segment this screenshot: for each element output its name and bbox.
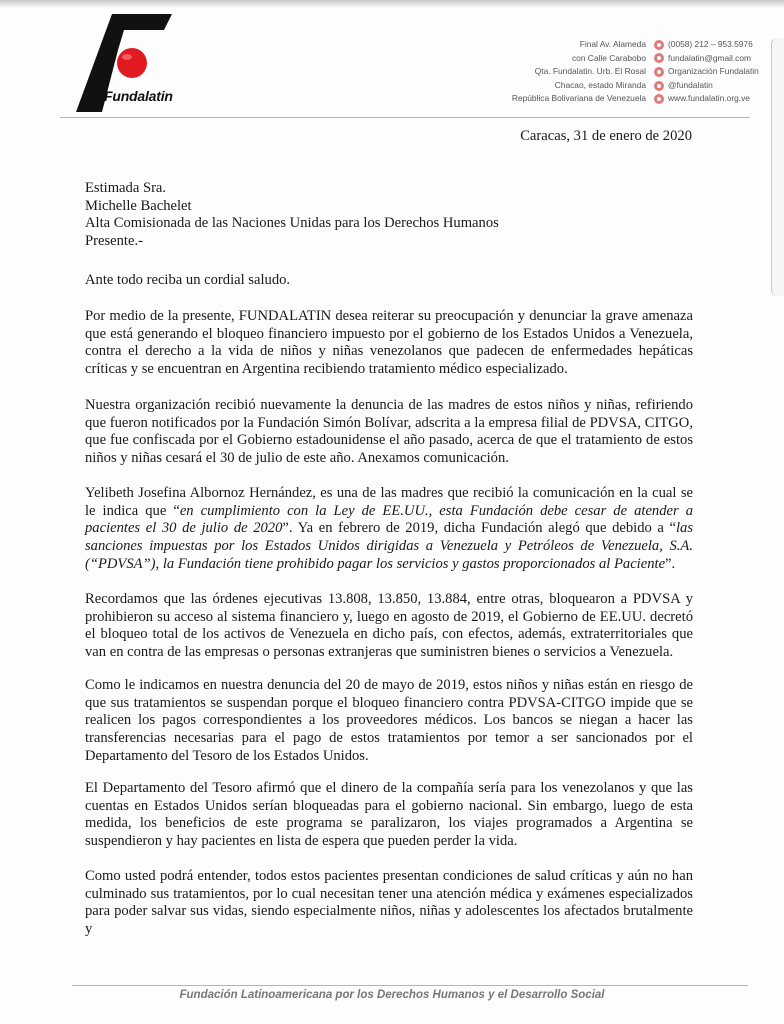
web-icon [654,94,664,104]
addressee-line: Presente.- [85,232,143,249]
contact-twitter [654,79,779,93]
paragraph-3-quote: en cumplimiento con la Ley de EE.UU., esta Fundación debe cesar de atender a pacientes el 30 de julio de 2020 [85,502,693,537]
greeting: Ante todo reciba un cordial saludo. [85,272,291,288]
letter-date: Caracas, 31 de enero de 2020 [520,128,692,144]
logo-wordmark: Fundalatin [104,88,173,104]
contact-email [654,52,779,66]
phone-icon [654,40,664,50]
paragraph-3-text: Yelibeth Josefina Albornoz Hernández, es una de las madres que recibió la comunicación en la cual se le indica que “ [85,485,693,519]
paragraph-4: Recordamos que las órdenes ejecutivas 13.808, 13.850, 13.884, entre otras, bloquearon a PDVSA y prohibieron su acceso al sistema financiero y, luego en agosto de 2019, el Gobierno de EE.UU. decretó el bloqueo total de los activos de Venezuela en dicho país, con efectos, además, extraterritoriales que van en contra de las empresas o personas extranjeras que suministren bienes o servicios a Venezuela. [85,591,693,661]
twitter-icon [654,81,664,91]
footer-divider [72,985,748,986]
contact-text: fundalatin@gmail.com [668,52,751,63]
addressee-line: Michelle Bachelet [85,197,192,214]
page-top-shadow [0,0,784,8]
address-line: Chacao, estado Miranda [554,79,646,90]
paragraph-3 [85,485,693,574]
address-line: República Bolivariana de Venezuela [511,93,646,104]
paragraph-5: Como le indicamos en nuestra denuncia del 20 de mayo de 2019, estos niños y niñas están en riesgo de que sus tratamientos se suspendan porque el bloqueo financiero contra PDVSA-CITGO impide que se realicen los pagos correspondientes a los proveedores médicos. Los bancos se niegan a hacer las transferencias necesarias para el pago de estos tratamientos por temor a ser sancionados por el Departamento del Tesoro de los Estados Unidos. [85,677,693,764]
contact-facebook [654,65,779,79]
contact-text: Organización Fundalatin [668,66,759,77]
paragraph-2: Nuestra organización recibió nuevamente la denuncia de las madres de estos niños y niñas, refiriendo que fueron notificados por la Fundación Simón Bolívar, adscrita a la empresa filial de PDVSA, CITGO, que fue confiscada por el Gobierno estadounidense el año pasado, acerca de que el tratamiento de estos niños y niñas cesará el 30 de julio de este año. Anexamos comunicación. [85,397,693,467]
paragraph-1: Por medio de la presente, FUNDALATIN desea reiterar su preocupación y denunciar la grave amenaza que está generando el bloqueo financiero impuesto por el gobierno de los Estados Unidos a Venezuela, contra el derecho a la vida de niños y niñas venezolanos que padecen de enfermedades hepáticas críticas y se encuentran en Argentina recibiendo tratamiento médico especializado. [85,308,693,378]
contact-text: www.fundalatin.org.ve [668,93,750,104]
contact-text: (0058) 212 – 953.5976 [668,39,753,49]
address-line: Qta. Fundalatin. Urb. El Rosal [534,66,646,77]
paragraph-3-quote: las sanciones impuestas por los Estados Unidos dirigidas a Venezuela y Petróleos de Venezuela, S.A. (“PDVSA”), la Fundación tiene prohibido pagar los servicios y gastos proporcionados al Paciente [85,520,693,572]
contact-text: @fundalatin [668,79,713,90]
address-line: con Calle Carabobo [571,52,646,63]
addressee-line: Alta Comisionada de las Naciones Unidas para los Derechos Humanos [85,215,499,231]
paragraph-7: Como usted podrá entender, todos estos pacientes presentan condiciones de salud críticas y aún no han culminado sus tratamientos, por lo cual necesitan tener una atención médica y exámenes especializados para poder salvar sus vidas, siendo especialmente niños, niñas y adolescentes los afectados brutalmente y [85,868,693,938]
email-icon [654,53,664,63]
facebook-icon [654,67,664,77]
address-block [426,38,646,106]
header-divider [60,117,750,118]
addressee-block [85,180,705,250]
contact-phone [654,38,779,52]
addressee-line: Estimada Sra. [85,180,167,196]
footer-text: Fundación Latinoamericana por los Derechos Humanos y el Desarrollo Social [179,989,605,1001]
contact-web [654,92,779,106]
contact-block [654,38,779,106]
paragraph-3-text: ”. Ya en febrero de 2019, dicha Fundación alegó que debido a “ [282,520,676,537]
paragraph-3-text: ”. [665,555,676,572]
address-line: Final Av. Alameda [579,39,646,49]
paragraph-6: El Departamento del Tesoro afirmó que el dinero de la compañía sería para los venezolanos y que las cuentas en Estados Unidos serían bloqueadas para el gobierno nacional. Sin embargo, luego de esta medida, los beneficios de este programa se paralizaron, los viajes programados a Argentina se suspendieron y hay pacientes en lista de espera que pueden perder la vida. [85,780,693,850]
